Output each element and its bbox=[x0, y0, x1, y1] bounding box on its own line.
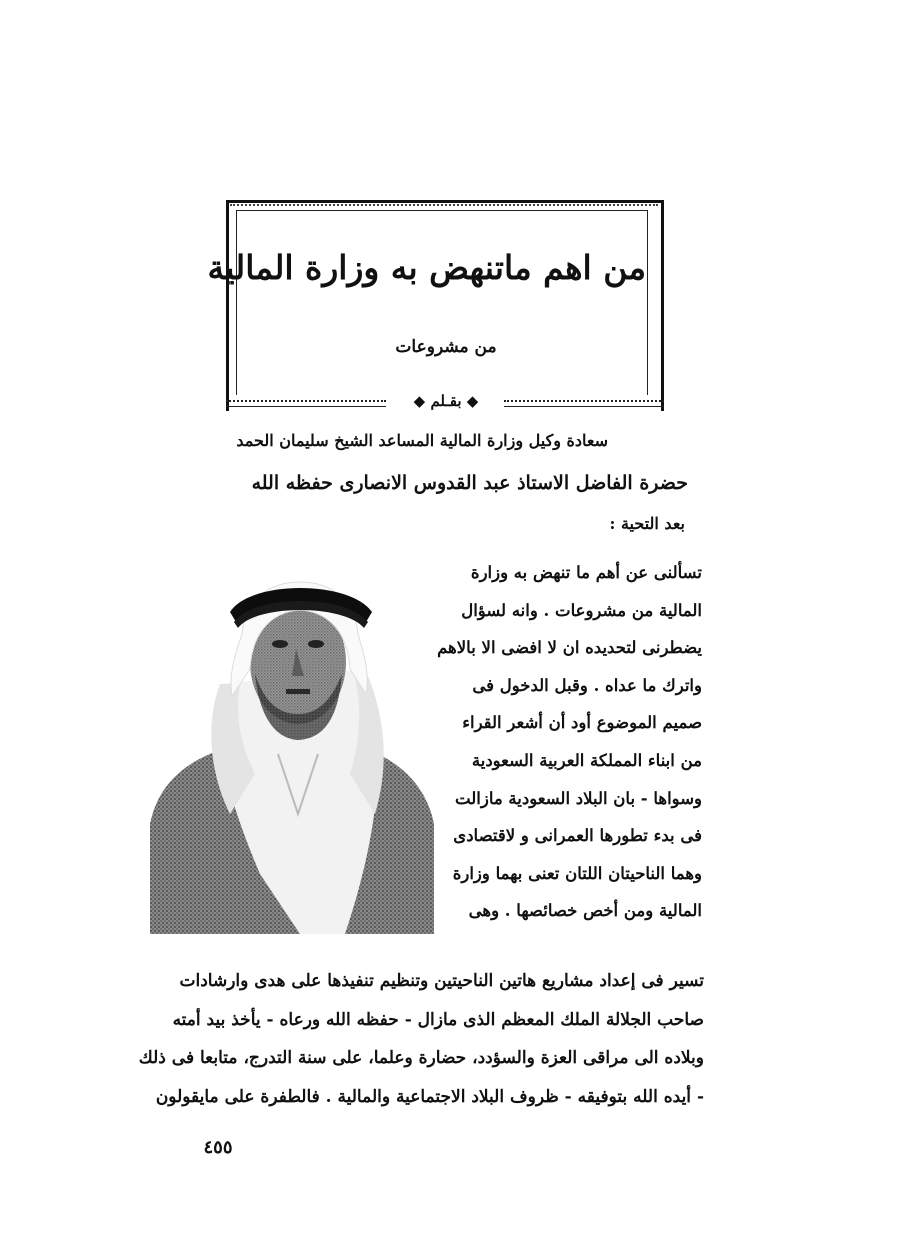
paragraph-line: تسير فى إعداد مشاريع هاتين الناحيتين وتنظيم تنفيذها على هدى وارشادات bbox=[179, 971, 704, 991]
frame-bottom-rule bbox=[226, 390, 664, 414]
column-line: يضطرنى لتحديده ان لا افضى الا بالاهم bbox=[437, 638, 702, 658]
ornament-right-icon: ◆ bbox=[413, 392, 431, 410]
column-paragraph bbox=[437, 554, 702, 930]
byline-label: بقـلم bbox=[430, 392, 462, 410]
article-title: من اهم ماتنهض به وزارة المالية bbox=[207, 248, 646, 287]
column-line: وهما الناحيتان اللتان تعنى بهما وزارة bbox=[452, 863, 702, 883]
full-width-paragraph bbox=[138, 962, 704, 1116]
greeting-line: بعد التحية : bbox=[609, 514, 685, 533]
paragraph-line: وبلاده الى مراقى العزة والسؤدد، حضارة وعلما، على سنة التدرج، متابعا فى ذلك bbox=[138, 1048, 704, 1068]
salutation-line: حضرة الفاضل الاستاذ عبد القدوس الانصارى حفظه الله bbox=[251, 472, 688, 494]
column-line: تسألنى عن أهم ما تنهض به وزارة bbox=[470, 563, 702, 582]
ornament-left-icon: ◆ bbox=[461, 392, 479, 410]
column-line: المالية ومن أخص خصائصها . وهى bbox=[468, 901, 702, 921]
column-line: وسواها - بان البلاد السعودية مازالت bbox=[455, 788, 702, 808]
title-frame bbox=[207, 200, 662, 418]
article-subtitle: من مشروعات bbox=[395, 337, 497, 357]
frame-inner-border bbox=[207, 210, 648, 395]
column-line: فى بدء تطورها العمرانى و لاقتصادى bbox=[453, 826, 702, 846]
column-line: صميم الموضوع أود أن أشعر القراء bbox=[462, 713, 702, 733]
byline-marker bbox=[394, 390, 498, 412]
paragraph-line: صاحب الجلالة الملك المعظم الذى مازال - حفظه الله ورعاه - يأخذ بيد أمته bbox=[172, 1009, 704, 1030]
column-line: من ابناء المملكة العربية السعودية bbox=[471, 750, 702, 770]
page-number: ٤٥٥ bbox=[203, 1137, 233, 1158]
author-line: سعادة وكيل وزارة المالية المساعد الشيخ سليمان الحمد bbox=[236, 431, 608, 450]
frame-dotted-rule bbox=[230, 204, 658, 208]
portrait-image bbox=[150, 574, 434, 934]
paragraph-line: - أيده الله بتوفيقه - ظروف البلاد الاجتماعية والمالية . فالطفرة على مايقولون bbox=[155, 1086, 704, 1107]
column-line: المالية من مشروعات . وانه لسؤال bbox=[461, 600, 702, 620]
portrait-photo bbox=[150, 574, 434, 934]
column-line: واترك ما عداه . وقبل الدخول فى bbox=[472, 675, 702, 695]
